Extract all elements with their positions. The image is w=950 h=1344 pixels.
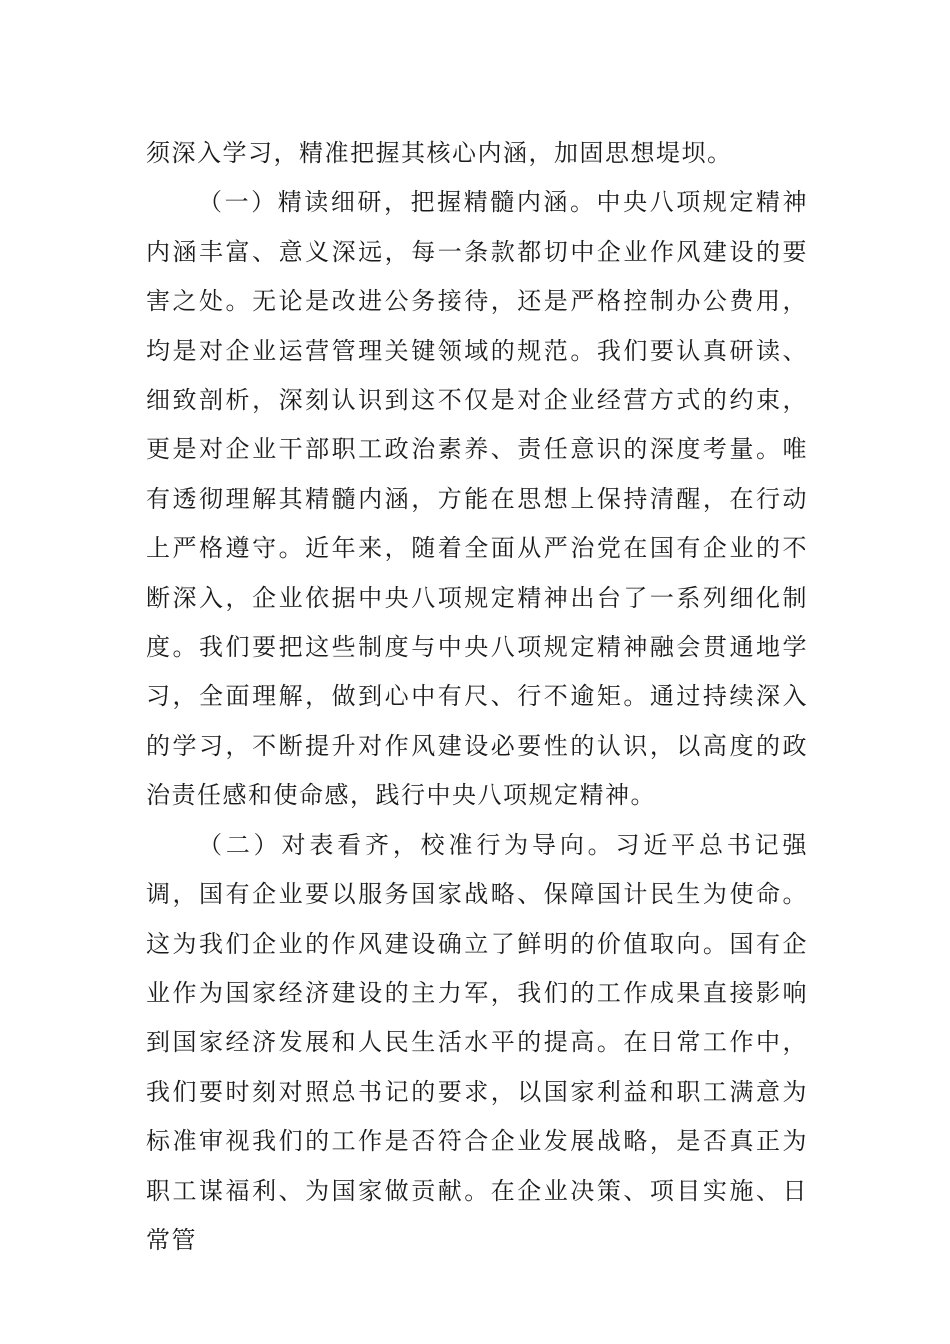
paragraph-section-one: （一）精读细研，把握精髓内涵。中央八项规定精神内涵丰富、意义深远，每一条款都切中企业作风建设的要害之处。无论是改进公务接待，还是严格控制办公费用，均是对企业运营管理关键领域的规范。我们要认真研读、细致剖析，深刻认识到这不仅是对企业经营方式的约束，更是对企业干部职工政治素养、责任意识的深度考量。唯有透彻理解其精髓内涵，方能在思想上保持清醒，在行动上严格遵守。近年来，随着全面从严治党在国有企业的不断深入，企业依据中央八项规定精神出台了一系列细化制度。我们要把这些制度与中央八项规定精神融会贯通地学习，全面理解，做到心中有尺、行不逾矩。通过持续深入的学习，不断提升对作风建设必要性的认识，以高度的政治责任感和使命感，践行中央八项规定精神。 bbox=[146, 188, 808, 810]
paragraph-section-two: （二）对表看齐，校准行为导向。习近平总书记强调，国有企业要以服务国家战略、保障国计民生为使命。这为我们企业的作风建设确立了鲜明的价值取向。国有企业作为国家经济建设的主力军，我们的工作成果直接影响到国家经济发展和人民生活水平的提高。在日常工作中，我们要时刻对照总书记的要求，以国家利益和职工满意为标准审视我们的工作是否符合企业发展战略，是否真正为职工谋福利、为国家做贡献。在企业决策、项目实施、日常管 bbox=[146, 830, 808, 1254]
paragraph-continuation: 须深入学习，精准把握其核心内涵，加固思想堤坝。 bbox=[146, 139, 733, 167]
document-body bbox=[146, 129, 808, 1265]
